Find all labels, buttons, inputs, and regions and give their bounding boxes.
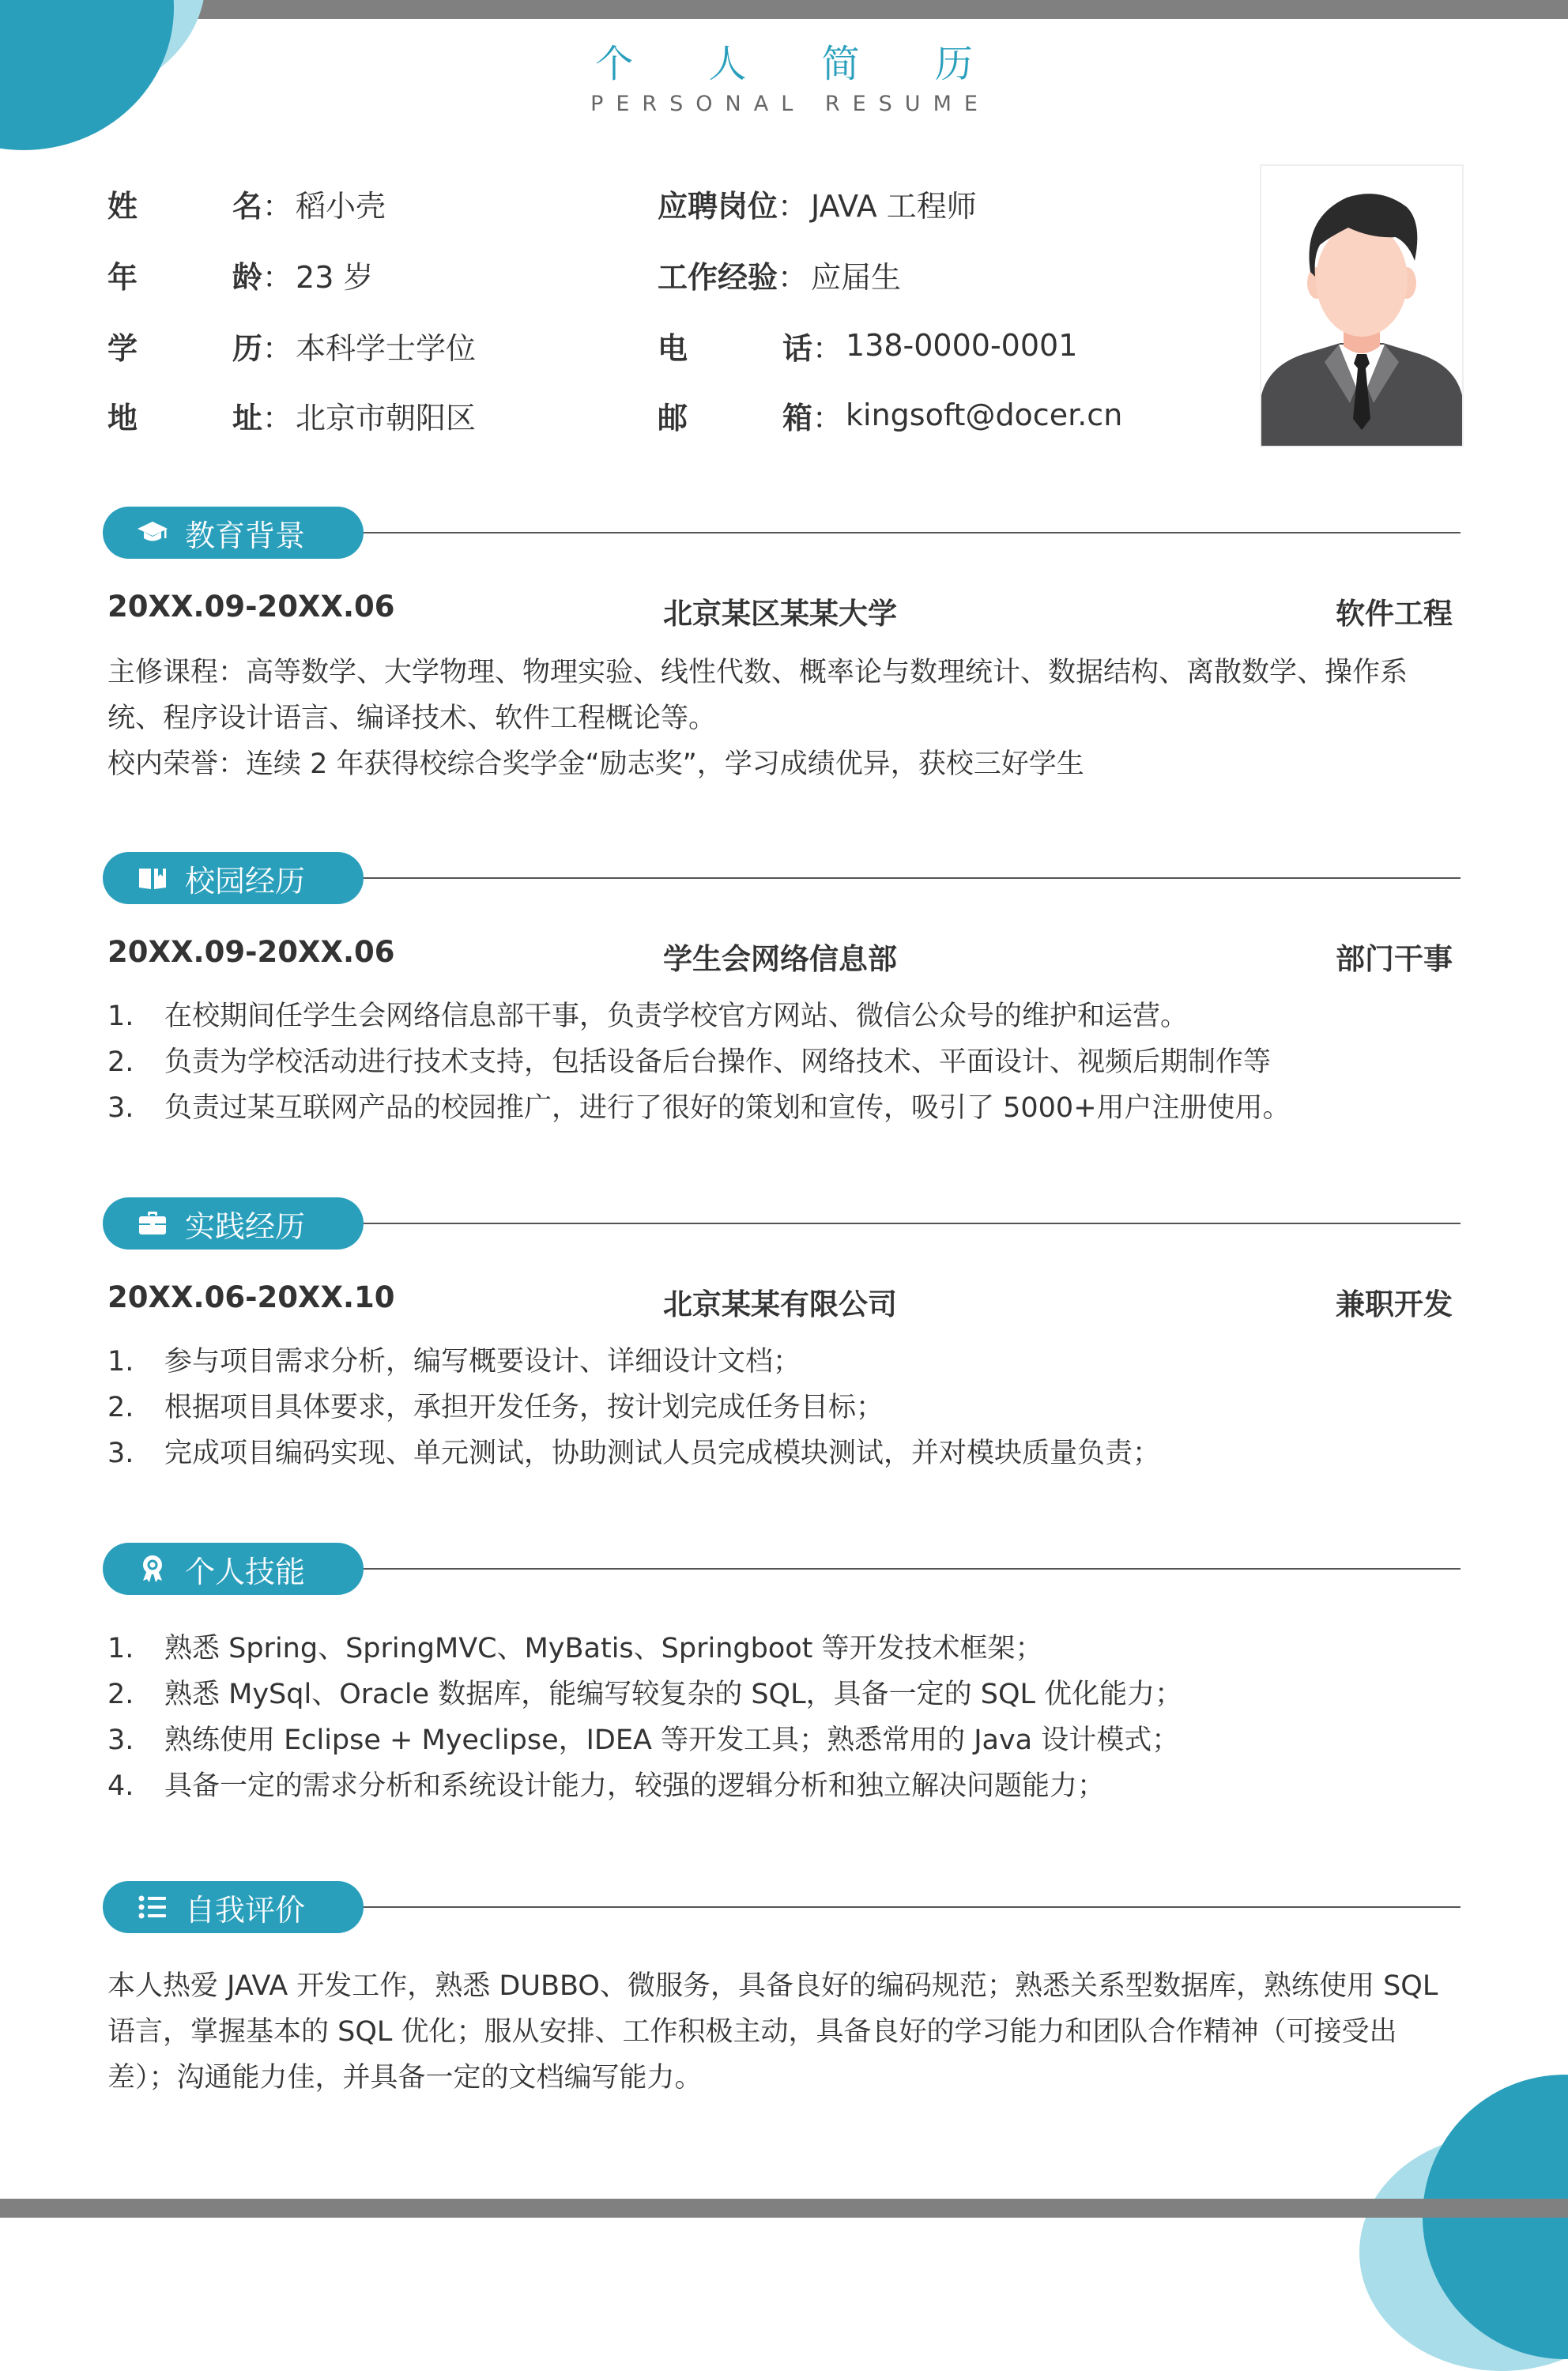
courses-line: 统、程序设计语言、编译技术、软件工程概论等。 [107,703,717,734]
section-divider [364,1568,1461,1570]
name-label: 姓 名 [107,188,262,224]
campus-role: 部门干事 [1336,942,1453,976]
avatar [1260,164,1464,447]
list-item: 1. 参与项目需求分析，编写概要设计、详细设计文档； [107,1346,801,1378]
info-age-row: 年 龄 ： 23 岁 [107,254,373,294]
info-address-row: 地 址 ： 北京市朝阳区 [107,395,476,435]
honors-line: 校内荣誉：连续 2 年获得校综合奖学金“励志奖”，学习成绩优异，获校三好学生 [107,748,1084,780]
section-divider [364,1223,1461,1224]
experience-label: 工作经验 [658,259,778,295]
section-header-self-evaluation [103,1881,1461,1933]
section-title: 个人技能 [185,1554,306,1589]
education-entry [107,590,1453,629]
book-icon [136,861,169,895]
list-item: 1. 在校期间任学生会网络信息部干事，负责学校官方网站、微信公众号的维护和运营。 [107,1001,1189,1032]
list-icon [136,1890,169,1924]
practice-company: 北京某某有限公司 [663,1287,897,1321]
list-item: 2. 根据项目具体要求，承担开发任务，按计划完成任务目标； [107,1392,884,1423]
skills-list [107,1626,1461,1809]
resume-subtitle: PERSONAL RESUME [590,92,990,116]
campus-org: 学生会网络信息部 [663,942,897,976]
info-phone-row: 电 话 ： 138-0000-0001 [658,326,1077,365]
list-item: 2. 熟悉 MySql、Oracle 数据库，能编写较复杂的 SQL，具备一定的 SQL 优化能力； [107,1679,1183,1710]
phone-value: 138-0000-0001 [846,328,1078,363]
info-education-row: 学 历 ： 本科学士学位 [107,326,476,365]
section-pill [103,1881,364,1933]
section-pill [103,852,364,904]
bottom-bar [0,2199,1568,2218]
phone-label: 电 话 [658,330,812,366]
list-item: 2. 负责为学校活动进行技术支持，包括设备后台操作、网络技术、平面设计、视频后期制作等 [107,1046,1272,1078]
section-header-campus [103,852,1461,904]
name-value: 稻小壳 [296,188,386,224]
award-icon [136,1552,169,1585]
info-name-row: 姓 名 ： 稻小壳 [107,183,386,223]
section-title: 自我评价 [185,1892,306,1928]
courses-line: 主修课程：高等数学、大学物理、物理实验、线性代数、概率论与数理统计、数据结构、离散数学、操作系 [107,657,1408,688]
section-divider [364,532,1461,533]
briefcase-icon [136,1207,169,1240]
education-details [107,650,1461,787]
education-value: 本科学士学位 [296,330,477,366]
avatar-illustration [1261,166,1462,446]
top-bar [0,0,1568,19]
list-item: 3. 完成项目编码实现、单元测试，协助测试人员完成模块测试，并对模块质量负责； [107,1438,1161,1469]
campus-entry [107,935,1453,974]
self-evaluation-line: 本人热爱 JAVA 开发工作，熟悉 DUBBO、微服务，具备良好的编码规范；熟悉关系型数据库，熟练使用 SQL [107,1970,1438,2002]
campus-list [107,993,1461,1131]
resume-title: 个 人 简 历 [595,42,1004,86]
list-item: 3. 熟练使用 Eclipse + Myeclipse，IDEA 等开发工具；熟悉常用的 Java 设计模式； [107,1725,1180,1756]
campus-period: 20XX.09-20XX.06 [107,935,395,969]
job-label: 应聘岗位 [658,188,778,224]
section-pill [103,507,364,559]
address-value: 北京市朝阳区 [296,400,477,435]
job-value: JAVA 工程师 [811,188,977,224]
age-value: 23 岁 [296,259,374,295]
section-pill [103,1543,364,1595]
address-label: 地 址 [107,400,262,435]
section-divider [364,877,1461,879]
email-label: 邮 箱 [658,400,812,435]
graduation-cap-icon [136,516,169,549]
self-evaluation-text [107,1963,1461,2101]
education-school: 北京某区某某大学 [663,597,897,631]
info-email-row: 邮 箱 ： kingsoft@docer.cn [658,395,1122,435]
section-header-education [103,507,1461,559]
section-pill [103,1197,364,1250]
section-title: 实践经历 [185,1208,306,1244]
list-item: 4. 具备一定的需求分析和系统设计能力，较强的逻辑分析和独立解决问题能力； [107,1770,1106,1802]
self-evaluation-line: 差）；沟通能力佳，并具备一定的文档编写能力。 [107,2062,703,2094]
info-experience-row: 工作经验 ： 应届生 [658,254,901,294]
section-header-practice [103,1197,1461,1250]
education-label: 学 历 [107,330,262,366]
self-evaluation-line: 语言，掌握基本的 SQL 优化；服从安排、工作积极主动，具备良好的学习能力和团队合作精神（可接受出 [107,2016,1397,2048]
experience-value: 应届生 [811,259,902,295]
section-divider [364,1906,1461,1908]
section-header-skills [103,1543,1461,1595]
list-item: 1. 熟悉 Spring、SpringMVC、MyBatis、Springboot 等开发技术框架； [107,1633,1043,1664]
education-major: 软件工程 [1336,597,1453,631]
list-item: 3. 负责过某互联网产品的校园推广，进行了很好的策划和宣传，吸引了 5000+用户注册使用。 [107,1092,1291,1124]
age-label: 年 龄 [107,259,262,295]
email-value: kingsoft@docer.cn [846,398,1123,432]
practice-period: 20XX.06-20XX.10 [107,1280,395,1314]
section-title: 校园经历 [185,863,306,899]
practice-role: 兼职开发 [1336,1287,1453,1321]
practice-list [107,1339,1461,1476]
info-job-row: 应聘岗位 ： JAVA 工程师 [658,183,977,223]
section-title: 教育背景 [185,518,306,553]
education-period: 20XX.09-20XX.06 [107,590,395,624]
practice-entry [107,1280,1453,1320]
